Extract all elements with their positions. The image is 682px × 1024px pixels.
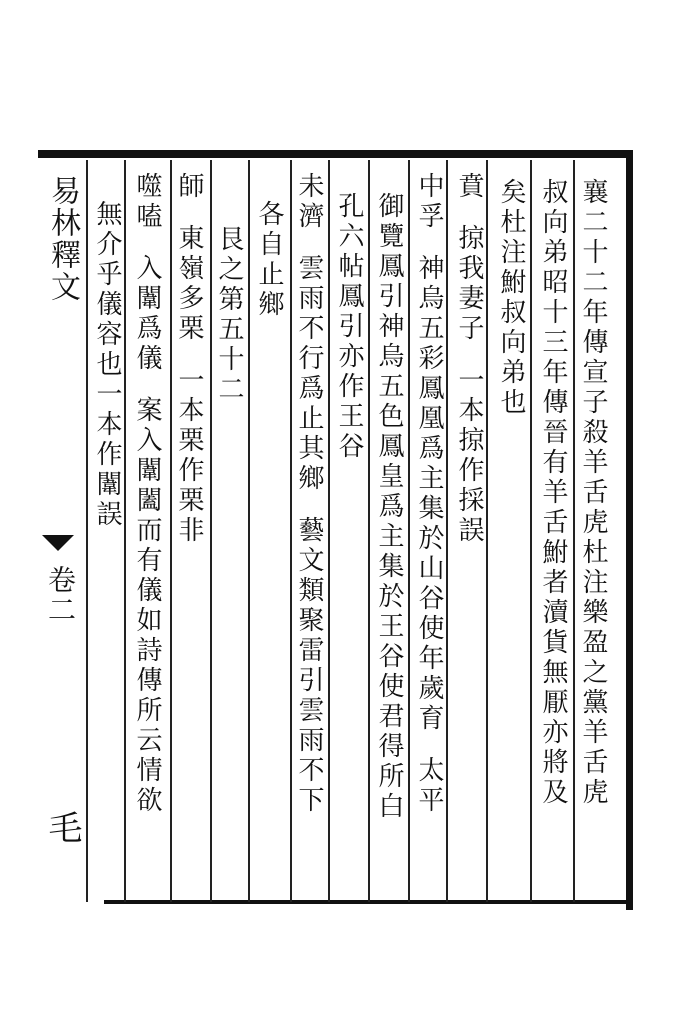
column-rule <box>446 160 448 902</box>
text-segment: 賁 <box>454 172 484 202</box>
text-segment: 入闈爲儀 <box>132 254 162 374</box>
text-segment: 掠我妻子 <box>454 224 484 344</box>
text-segment: 東嶺多栗 <box>174 224 204 344</box>
frame-top-border <box>38 150 633 158</box>
page-number: 毛 <box>42 810 82 844</box>
text-col-8 <box>294 172 324 816</box>
text-segment: 御覽鳳引神烏五色鳳皇爲主集於王谷使君得所白 <box>374 192 404 822</box>
text-segment: 叔向弟昭十三年傳晉有羊舌鮒者瀆貨無厭亦將及 <box>538 178 568 808</box>
column-rule <box>248 160 250 902</box>
text-col-12 <box>132 172 162 816</box>
volume-label: 卷二 <box>44 565 77 625</box>
column-rule <box>368 160 370 902</box>
text-segment: 案入闈闔而有儀如詩傳所云情欲 <box>132 396 162 816</box>
text-segment: 雲雨不行爲止其鄉 <box>294 254 324 494</box>
text-segment: 師 <box>174 172 204 202</box>
text-segment: 藝文類聚雷引雲雨不下 <box>294 516 324 816</box>
text-col-6 <box>374 192 404 822</box>
text-col-2 <box>538 178 568 808</box>
column-rule <box>210 160 212 902</box>
text-col-7 <box>334 192 364 462</box>
text-col-13 <box>92 200 122 530</box>
column-rule <box>86 160 88 902</box>
column-rule <box>408 160 410 902</box>
text-col-5 <box>414 172 444 816</box>
column-rule <box>290 160 292 902</box>
frame-right-border <box>626 150 633 910</box>
text-segment: 各自止鄉 <box>254 200 284 320</box>
book-title: 易林釋文 <box>45 175 80 303</box>
text-col-3 <box>496 178 526 418</box>
column-rule <box>530 160 532 902</box>
text-segment: 無介乎儀容也一本作闈誤 <box>92 200 122 530</box>
text-col-10 <box>214 225 244 405</box>
text-segment: 太平 <box>414 756 444 816</box>
column-rule <box>486 160 488 902</box>
text-col-4 <box>454 172 484 546</box>
text-segment: 矣杜注鮒叔向弟也 <box>496 178 526 418</box>
text-segment: 未濟 <box>294 172 324 232</box>
text-col-11 <box>174 172 204 546</box>
center-spine <box>36 165 82 895</box>
column-rule <box>573 160 575 902</box>
text-segment: 一本掠作採誤 <box>454 366 484 546</box>
text-segment: 中孚 <box>414 172 444 232</box>
text-segment: 艮之第五十二 <box>214 225 244 405</box>
column-rule <box>328 160 330 902</box>
text-col-9 <box>254 200 284 320</box>
text-segment: 噬嗑 <box>132 172 162 232</box>
text-segment: 一本栗作栗非 <box>174 366 204 546</box>
text-col-1 <box>578 178 608 808</box>
text-segment: 襄二十二年傳宣子殺羊舌虎杜注樂盈之黨羊舌虎 <box>578 178 608 808</box>
column-rule <box>170 160 172 902</box>
fishtail-mark-icon <box>42 535 74 551</box>
column-rule <box>124 160 126 902</box>
text-segment: 孔六帖鳳引亦作王谷 <box>334 192 364 462</box>
text-segment: 神烏五彩鳳凰爲主集於山谷使年歲育 <box>414 254 444 734</box>
